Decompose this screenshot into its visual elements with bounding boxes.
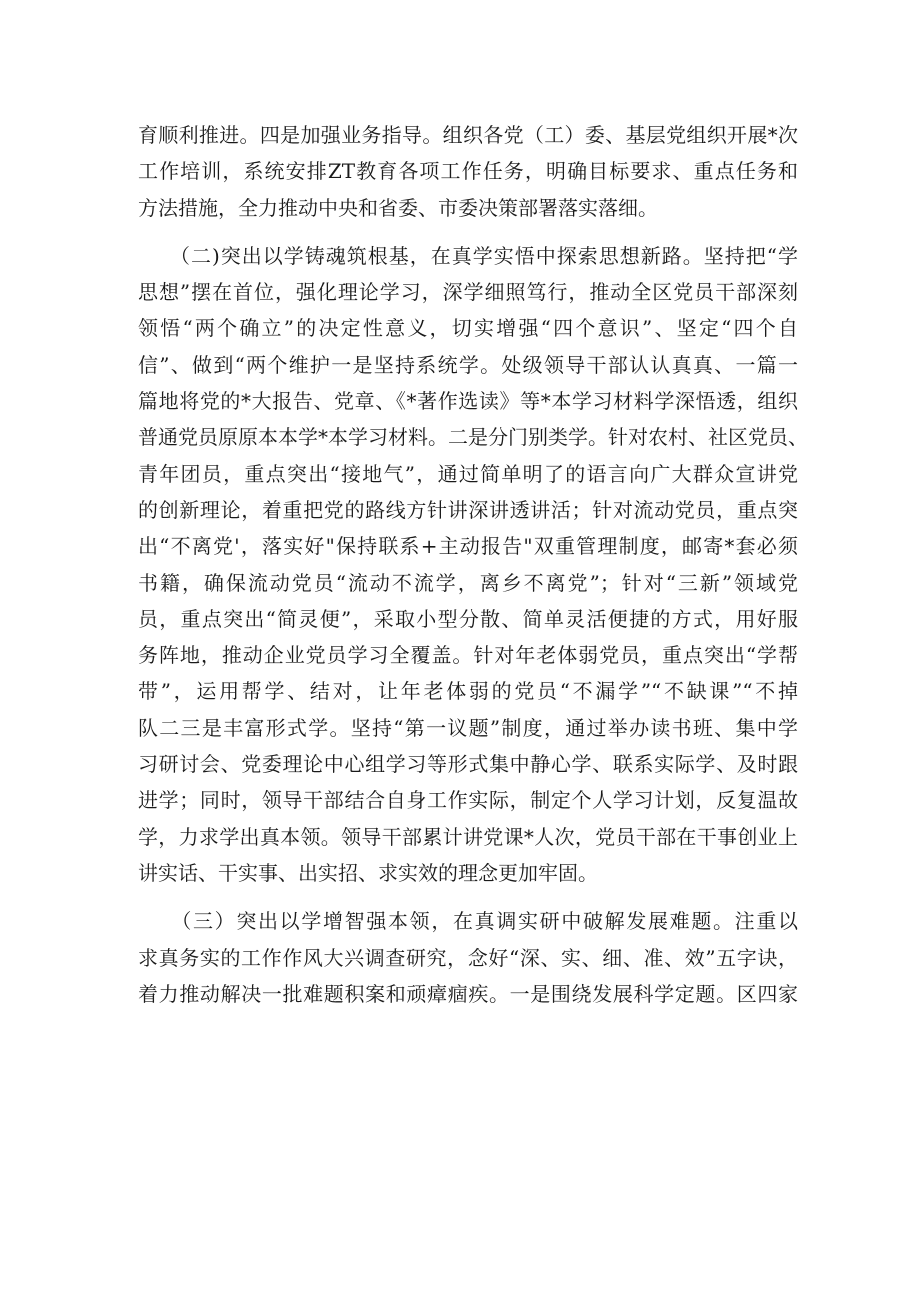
text-line: 普通党员原原本本学*本学习材料。二是分门别类学。针对农村、社区党员、 bbox=[138, 425, 808, 450]
text-line: （三）突出以学增智强本领，在真调实研中破解发展难题。注重以 bbox=[138, 909, 798, 934]
text-line: 求真务实的工作作风大兴调查研究，念好“深、实、细、准、效”五字诀， bbox=[138, 945, 798, 970]
text-line: 工作培训，系统安排ZT教育各项工作任务，明确目标要求、重点任务和 bbox=[138, 159, 798, 184]
text-line: 习研讨会、党委理论中心组学习等形式集中静心学、联系实际学、及时跟 bbox=[138, 752, 798, 777]
paragraph-1 bbox=[138, 117, 798, 226]
paragraph-2 bbox=[138, 238, 808, 891]
document-body bbox=[138, 117, 808, 1012]
text-line: 篇地将党的*大报告、党章、《*著作选读》等*本学习材料学深悟透，组织 bbox=[138, 389, 798, 414]
text-line: 的创新理论，着重把党的路线方针讲深讲透讲活；针对流动党员，重点突 bbox=[138, 497, 798, 522]
text-line: 进学；同时，领导干部结合自身工作实际，制定个人学习计划，反复温故 bbox=[138, 788, 798, 813]
text-line: 员，重点突出“简灵便”，采取小型分散、简单灵活便捷的方式，用好服 bbox=[138, 606, 798, 631]
text-line: 书籍，确保流动党员“流动不流学，离乡不离党”；针对“三新”领域党 bbox=[138, 570, 798, 595]
paragraph-spacer bbox=[138, 226, 798, 238]
text-line: 思想”摆在首位，强化理论学习，深学细照笃行，推动全区党员干部深刻 bbox=[138, 280, 798, 305]
text-line: （二)突出以学铸魂筑根基，在真学实悟中探索思想新路。坚持把“学 bbox=[138, 243, 798, 268]
text-line: 务阵地，推动企业党员学习全覆盖。针对年老体弱党员，重点突出“学帮 bbox=[138, 643, 798, 668]
text-line: 带”，运用帮学、结对，让年老体弱的党员“不漏学”“不缺课”“不掉 bbox=[138, 679, 798, 704]
text-line: 学，力求学出真本领。领导干部累计讲党课*人次，党员干部在干事创业上 bbox=[138, 824, 798, 849]
text-line: 着力推动解决一批难题积案和顽瘴痼疾。一是围绕发展科学定题。区四家 bbox=[138, 981, 798, 1006]
text-line: 队二三是丰富形式学。坚持“第一议题”制度，通过举办读书班、集中学 bbox=[138, 715, 798, 740]
text-line: 青年团员，重点突出“接地气”，通过简单明了的语言向广大群众宣讲党 bbox=[138, 461, 798, 486]
text-line: 讲实话、干实事、出实招、求实效的理念更加牢固。 bbox=[138, 860, 598, 885]
text-line: 育顺利推进。四是加强业务指导。组织各党（工）委、基层党组织开展*次 bbox=[138, 123, 798, 147]
text-line: 方法措施，全力推动中央和省委、市委决策部署落实落细。 bbox=[138, 195, 658, 220]
paragraph-3 bbox=[138, 903, 798, 1012]
text-line: 信”、做到“两个维护一是坚持系统学。处级领导干部认认真真、一篇一 bbox=[138, 352, 798, 377]
text-line: 领悟“两个确立”的决定性意义，切实增强“四个意识”、坚定“四个自 bbox=[138, 316, 798, 341]
paragraph-spacer bbox=[138, 891, 798, 903]
text-line: 出“不离党'，落实好"保持联系+主动报告"双重管理制度，邮寄*套必须 bbox=[138, 534, 798, 559]
